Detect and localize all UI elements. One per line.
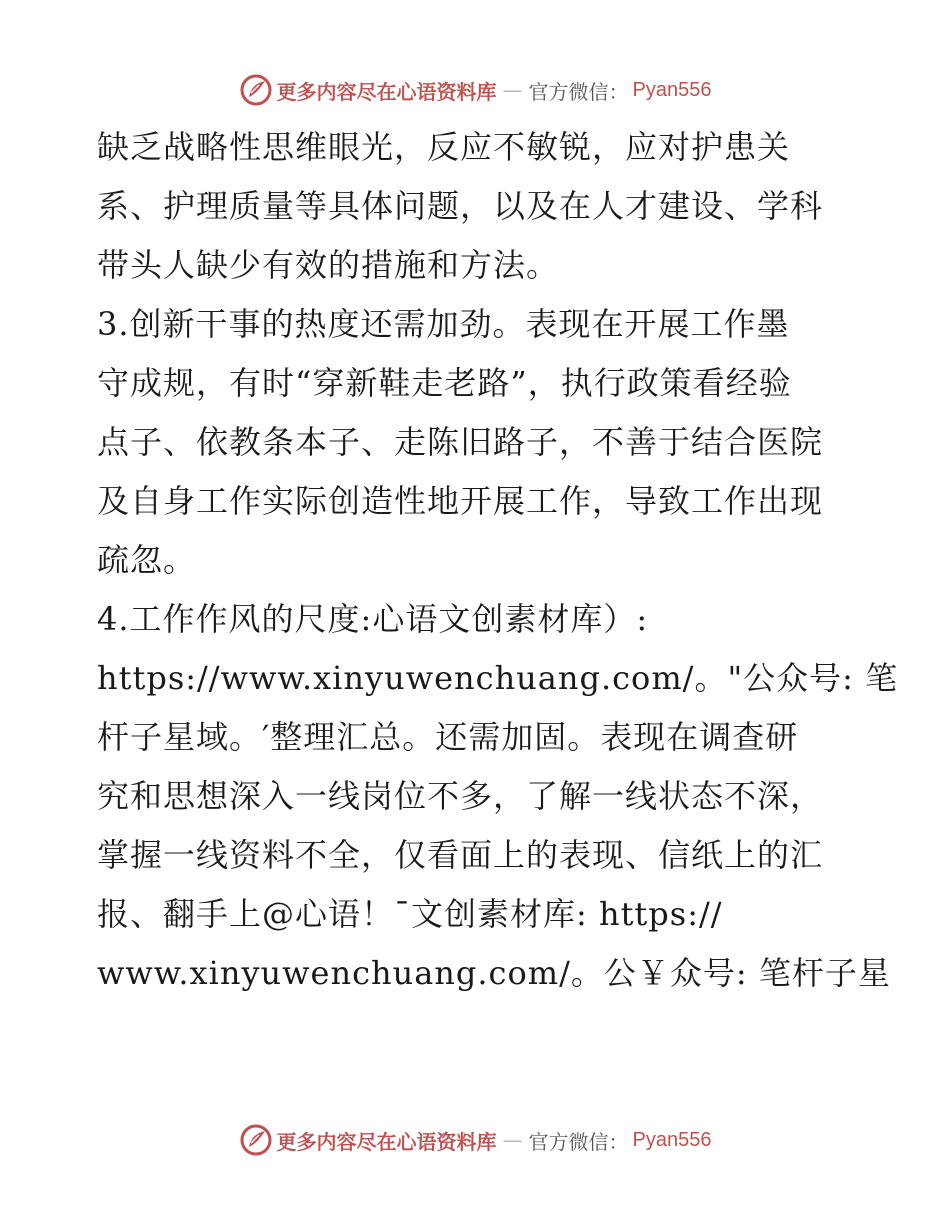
footer-wechat-id: Pyan556 bbox=[632, 1128, 712, 1151]
text-line: 报、翻手上@心语！¯文创素材库: https:// bbox=[97, 895, 723, 933]
text-line: www.xinyuwenchuang.com/。公￥众号: 笔杆子星 bbox=[97, 954, 891, 992]
text-line: 3.创新干事的热度还需加劲。表现在开展工作墨 bbox=[97, 305, 790, 343]
text-line: 守成规，有时“穿新鞋走老路”，执行政策看经验 bbox=[97, 364, 792, 402]
document-body bbox=[97, 118, 899, 1003]
header-wechat-label: 官方微信： bbox=[528, 79, 629, 104]
brand-logo-icon bbox=[239, 1123, 273, 1157]
text-line: 及自身工作实际创造性地开展工作，导致工作出现 bbox=[97, 482, 824, 520]
text-line: 点子、依教条本子、走陈旧路子，不善于结合医院 bbox=[97, 423, 824, 461]
text-line: https://www.xinyuwenchuang.com/。"公众号: 笔 bbox=[97, 659, 899, 697]
paragraph-2 bbox=[97, 295, 857, 590]
paragraph-1 bbox=[97, 118, 857, 295]
brand-logo-icon bbox=[239, 73, 273, 107]
text-line: 疏忽。 bbox=[97, 541, 197, 579]
footer-banner-inner bbox=[239, 1123, 712, 1157]
header-banner-inner bbox=[239, 73, 712, 107]
footer-brand-text: 更多内容尽在心语资料库 bbox=[276, 1129, 497, 1154]
footer-banner bbox=[0, 1120, 950, 1160]
text-line: 带头人缺少有效的措施和方法。 bbox=[97, 246, 560, 284]
footer-wechat-label: 官方微信： bbox=[528, 1129, 629, 1154]
text-line: 缺乏战略性思维眼光，反应不敏锐，应对护患关 bbox=[97, 128, 791, 166]
header-wechat-id: Pyan556 bbox=[632, 78, 712, 101]
paragraph-3 bbox=[97, 590, 899, 1003]
text-line: 掌握一线资料不全，仅看面上的表现、信纸上的汇 bbox=[97, 836, 824, 874]
text-line: 杆子星域。′整理汇总。还需加固。表现在调查研 bbox=[97, 718, 799, 756]
header-brand-text: 更多内容尽在心语资料库 bbox=[276, 79, 497, 104]
text-line: 4.工作作风的尺度:心语文创素材库）: bbox=[97, 600, 649, 638]
header-banner bbox=[0, 70, 950, 110]
text-line: 究和思想深入一线岗位不多，了解一线状态不深， bbox=[97, 777, 824, 815]
footer-dash: — bbox=[502, 1128, 523, 1152]
text-line: 系、护理质量等具体问题，以及在人才建设、学科 bbox=[97, 187, 824, 225]
header-dash: — bbox=[502, 78, 523, 102]
